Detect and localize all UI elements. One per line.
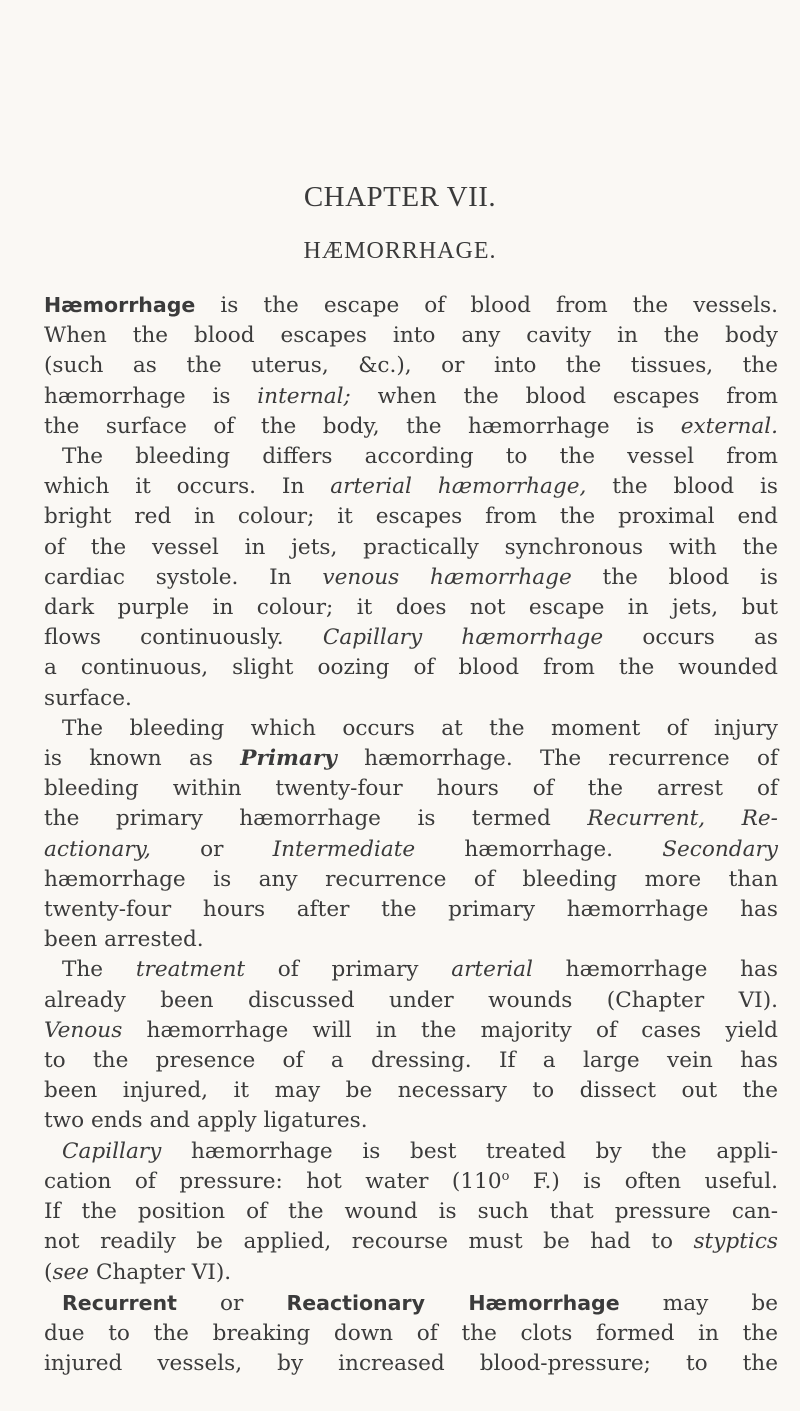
text-line (44, 955, 778, 985)
chapter-title: HÆMORRHAGE. (303, 238, 497, 264)
text-line (44, 835, 778, 865)
text-line (44, 623, 778, 653)
text-run: dark purple in colour; it does not escape in jets, but (44, 595, 778, 621)
text-run: Chapter VI). (89, 1259, 232, 1285)
text-run: is known as (44, 746, 241, 772)
text-run: the primary hæmorrhage is termed (44, 806, 588, 832)
text-line (44, 1106, 778, 1136)
text-run: or (150, 836, 273, 862)
text-line (44, 804, 778, 834)
text-line (44, 533, 778, 563)
text-line (44, 382, 778, 412)
text-run: hæmorrhage. The recurrence of (336, 746, 778, 772)
text-line (44, 412, 778, 442)
text-run: bright red in colour; it escapes from the proximal end (44, 504, 778, 530)
italic-term: arterial hæmorrhage, (330, 474, 587, 500)
text-line (44, 472, 778, 502)
text-run: been injured, it may be necessary to dissect out the (44, 1078, 778, 1104)
text-run: ( (44, 1259, 53, 1285)
text-line (44, 986, 778, 1016)
text-line (44, 925, 778, 955)
text-line (44, 895, 778, 925)
text-run: hæmorrhage. (415, 836, 663, 862)
bold-term: Hæmorrhage (44, 293, 196, 317)
text-run: the surface of the body, the hæmorrhage is (44, 413, 681, 439)
text-line (44, 1016, 778, 1046)
italic-term: treatment (135, 957, 246, 983)
text-run: cardiac systole. In (44, 564, 323, 590)
text-line (44, 1319, 778, 1349)
text-line (44, 1349, 778, 1379)
text-run: of primary (245, 957, 452, 983)
text-run: (such as the uterus, &c.), or into the tissues, the (44, 353, 778, 379)
text-run: of the vessel in jets, practically synchronous with the (44, 534, 778, 560)
text-run: which it occurs. In (44, 474, 331, 500)
text-run: not readily be applied, recourse must be had to (44, 1229, 694, 1255)
degree-mark: o (501, 1168, 510, 1184)
text-run: a continuous, slight oozing of blood from the wounded (44, 655, 778, 681)
text-run: or (176, 1290, 287, 1316)
text-run: already been discussed under wounds (Chapter VI). (44, 987, 778, 1013)
text-line (44, 684, 778, 714)
text-line (44, 1288, 778, 1319)
text-line (44, 653, 778, 683)
text-run: may be (619, 1290, 778, 1316)
text-line (44, 502, 778, 532)
text-run: The (62, 957, 136, 983)
italic-term: Intermediate (272, 836, 416, 862)
text-run: F.) is often useful. (509, 1168, 778, 1194)
text-run: is the escape of blood from the vessels. (195, 293, 778, 318)
italic-term: see (52, 1259, 90, 1285)
italic-term: Recurrent, Re- (587, 806, 778, 832)
italic-term: Secondary (662, 836, 778, 862)
text-line (44, 351, 778, 381)
text-line (44, 321, 778, 351)
italic-term: Primary (240, 746, 337, 772)
text-run: The bleeding differs according to the vessel from (62, 444, 778, 470)
text-line (44, 442, 778, 472)
italic-term: Venous (44, 1017, 123, 1043)
bold-term: Recurrent (62, 1290, 177, 1315)
chapter-heading: CHAPTER VII. (303, 181, 497, 213)
text-run: The bleeding which occurs at the moment of injury (62, 715, 778, 741)
text-run: When the blood escapes into any cavity in the body (44, 323, 778, 349)
text-line (44, 1258, 778, 1288)
text-line (44, 290, 778, 321)
text-run: due to the breaking down of the clots formed in the (44, 1320, 778, 1346)
text-line (44, 1076, 778, 1106)
text-line (44, 744, 778, 774)
italic-term: venous hæmorrhage (322, 564, 572, 590)
text-line (44, 1137, 778, 1167)
italic-term: Capillary (62, 1138, 162, 1164)
text-line (44, 563, 778, 593)
text-line (44, 714, 778, 744)
text-run: If the position of the wound is such that pressure can- (44, 1199, 778, 1225)
text-run: bleeding within twenty-four hours of the arrest of (44, 776, 778, 802)
italic-term: actionary, (44, 836, 151, 862)
text-run: hæmorrhage is (44, 383, 258, 409)
text-run: when the blood escapes from (350, 383, 778, 409)
text-line (44, 774, 778, 804)
text-run: flows continuously. (44, 625, 323, 651)
text-run: occurs as (603, 625, 778, 651)
text-run: the blood is (586, 474, 778, 500)
text-line (44, 1197, 778, 1227)
bold-term: Reactionary Hæmorrhage (286, 1290, 620, 1315)
body-text (44, 290, 778, 1379)
text-run: hæmorrhage is best treated by the appli- (161, 1138, 778, 1164)
text-line (44, 865, 778, 895)
italic-term: styptics (693, 1229, 778, 1255)
text-run: hæmorrhage has (532, 957, 778, 983)
text-run: surface. (44, 685, 132, 711)
text-run: injured vessels, by increased blood-pressure; to the (44, 1351, 778, 1377)
italic-term: external. (680, 413, 778, 439)
text-run: hæmorrhage will in the majority of cases yield (122, 1017, 778, 1043)
text-run: two ends and apply ligatures. (44, 1108, 368, 1134)
text-run: hæmorrhage is any recurrence of bleeding more than (44, 866, 778, 892)
italic-term: Capillary hæmorrhage (322, 625, 604, 651)
text-run: the blood is (571, 564, 779, 590)
text-line (44, 1046, 778, 1076)
text-line (44, 593, 778, 623)
text-run: twenty-four hours after the primary hæmorrhage has (44, 897, 778, 923)
text-run: cation of pressure: hot water (110 (44, 1168, 502, 1194)
text-run: to the presence of a dressing. If a large vein has (44, 1048, 778, 1074)
text-line (44, 1227, 778, 1257)
italic-term: internal; (257, 383, 351, 409)
text-run: been arrested. (44, 927, 204, 953)
italic-term: arterial (451, 957, 533, 983)
text-line (44, 1167, 778, 1197)
